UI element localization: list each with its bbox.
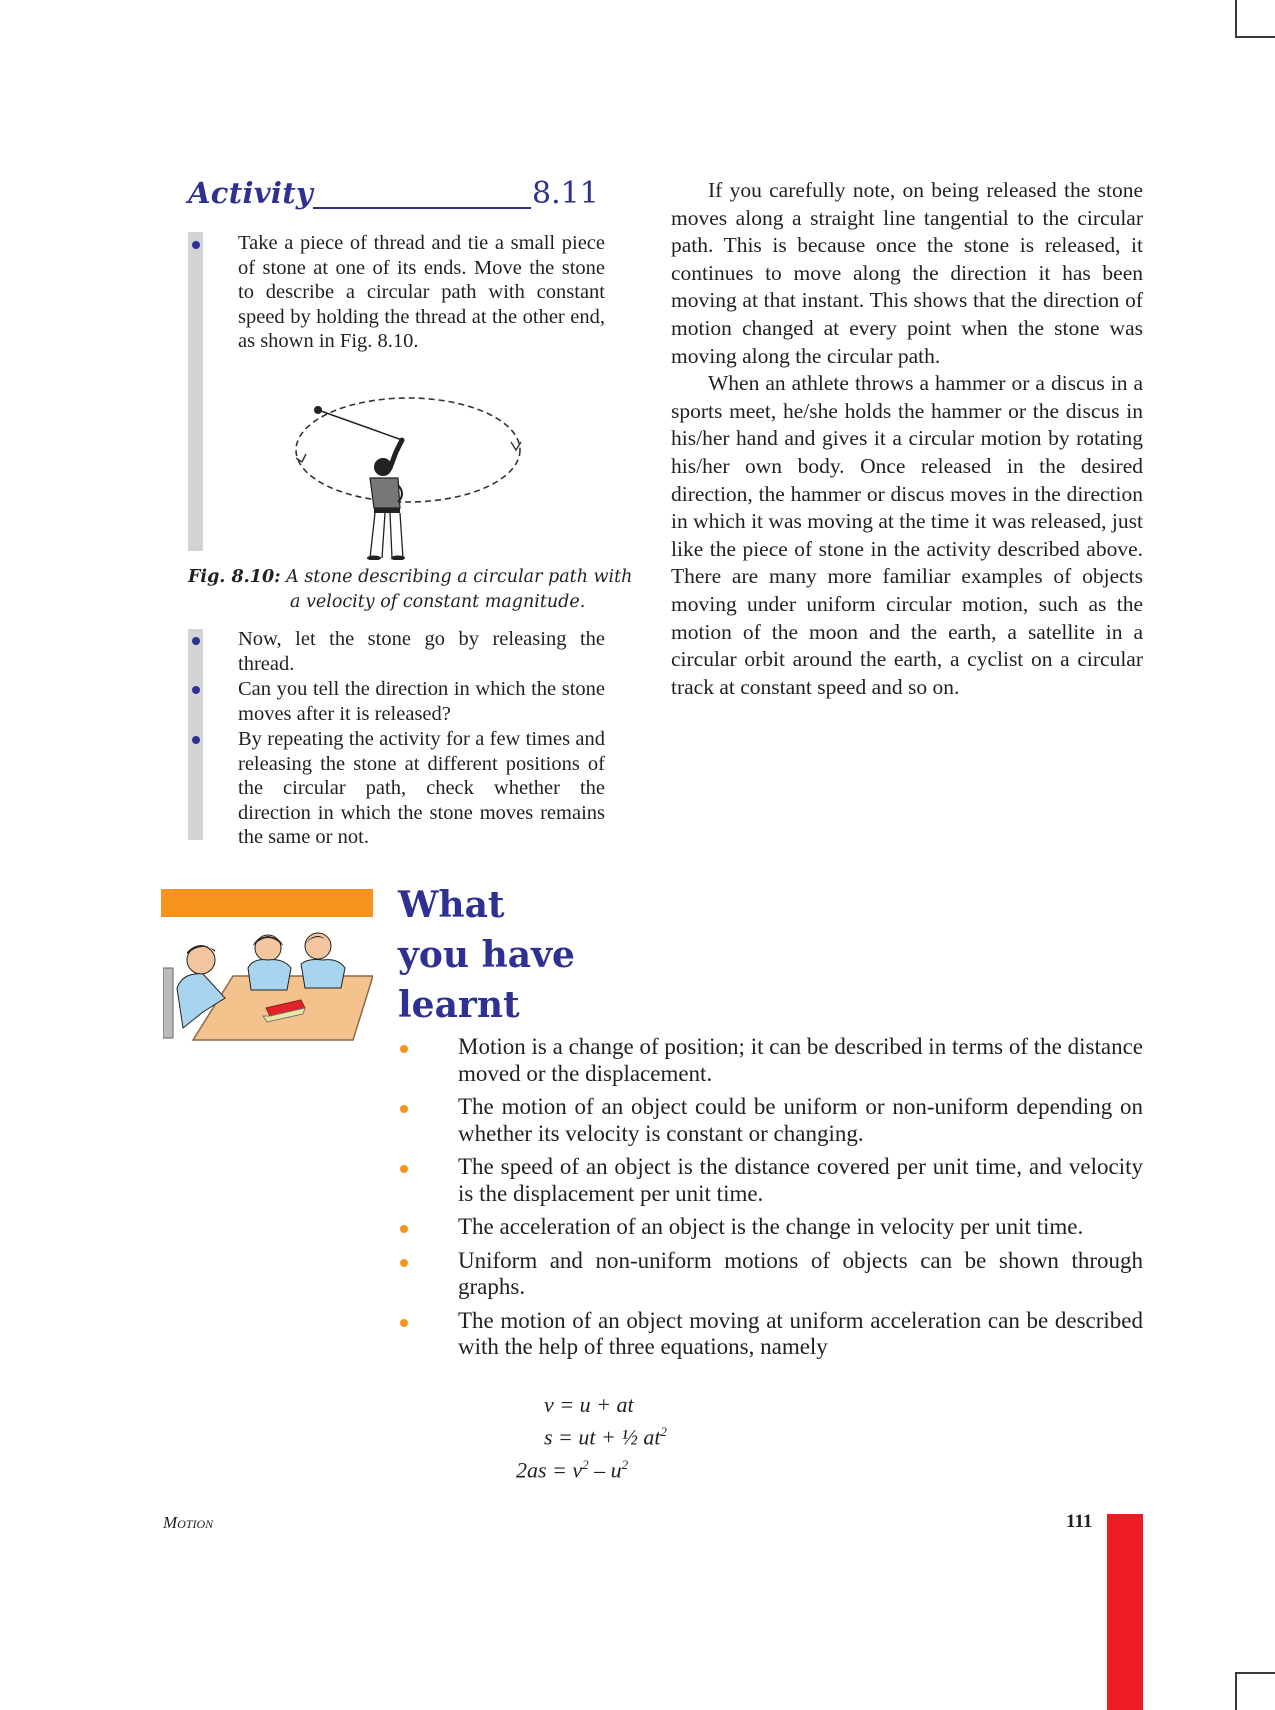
summary-point: Uniform and non-uniform motions of objects can be shown through graphs. xyxy=(398,1248,1143,1301)
path-arrow-left xyxy=(296,454,306,462)
equation-displacement: s = ut + ½ $at^2$ xyxy=(544,1424,667,1450)
activity-step-3: Can you tell the direction in which the stone moves after it is released? xyxy=(238,678,605,725)
thread xyxy=(318,410,402,440)
figure-label: Fig. 8.10: xyxy=(188,567,281,587)
summary-orange-bar xyxy=(161,889,373,917)
summary-heading xyxy=(398,880,575,1030)
figure-caption-line-1: A stone describing a circular path with xyxy=(286,567,633,587)
figure-caption xyxy=(188,565,648,615)
bullet-icon xyxy=(400,1259,408,1267)
summary-point: Motion is a change of position; it can be described in terms of the distance moved or the displacement. xyxy=(398,1034,1143,1087)
summary-point: The acceleration of an object is the change in velocity per unit time. xyxy=(398,1214,1143,1241)
crop-mark-bottom-vertical xyxy=(1235,1672,1237,1710)
right-column-text xyxy=(671,177,1143,701)
students-illustration xyxy=(163,928,373,1046)
stone xyxy=(314,406,322,414)
figure-caption-line-2: a velocity of constant magnitude. xyxy=(290,592,586,612)
figure-stone-circular-path xyxy=(290,390,530,560)
bullet-icon xyxy=(400,1225,408,1233)
activity-step-2: Now, let the stone go by releasing the thread. xyxy=(238,628,605,675)
activity-heading-rule xyxy=(313,207,531,209)
student-middle xyxy=(248,935,291,990)
page-number: 111 xyxy=(1066,1511,1093,1532)
bullet-icon xyxy=(400,1319,408,1327)
page-edge-red-bar xyxy=(1107,1514,1143,1710)
bullet-icon xyxy=(400,1045,408,1053)
summary-heading-line-3: learnt xyxy=(398,984,520,1026)
summary-heading-line-1: What xyxy=(398,884,505,926)
summary-list xyxy=(398,1034,1143,1368)
summary-heading-line-2: you have xyxy=(398,934,575,976)
footer-chapter-title: Motion xyxy=(163,1513,214,1532)
equation-velocity-squared: $2as = v^2 - u^2$ xyxy=(516,1457,629,1483)
crop-mark-top-vertical xyxy=(1235,0,1237,37)
bullet-icon xyxy=(192,686,200,694)
crop-mark-bottom-horizontal xyxy=(1235,1672,1275,1674)
paragraph-tangential-motion: If you carefully note, on being released the stone moves along a straight line tangential to the circular path. This is because once the stone is released, it continues to move along the direction it has been moving at that instant. This shows that the direction of motion changed at every point when the stone was moving along the circular path. xyxy=(671,178,1143,368)
activity-side-bar-1 xyxy=(188,232,203,551)
summary-point: The speed of an object is the distance covered per unit time, and velocity is the displacement per unit time. xyxy=(398,1154,1143,1207)
bullet-icon xyxy=(192,736,200,744)
paragraph-hammer-discus: When an athlete throws a hammer or a discus in a sports meet, he/she holds the hammer or the discus in his/her hand and gives it a circular motion by rotating his/her own body. Once released in the desired direction, the hammer or discus moves in the direction in which it was moving at the time it was released, just like the piece of stone in the activity described above. There are many more familiar examples of objects moving under uniform circular motion, such as the motion of the moon and the earth, a satellite in a circular orbit around the earth, a cyclist on a circular track at constant speed and so on. xyxy=(671,371,1143,699)
crop-mark-top-horizontal xyxy=(1235,36,1275,38)
equation-velocity: v = u + at xyxy=(544,1392,634,1417)
activity-side-bar-2 xyxy=(188,629,203,840)
summary-point: The motion of an object moving at uniform acceleration can be described with the help of three equations, namely xyxy=(398,1308,1143,1361)
bullet-icon xyxy=(400,1165,408,1173)
bullet-icon xyxy=(400,1105,408,1113)
student-right xyxy=(301,933,345,988)
chair-left xyxy=(163,968,173,1038)
bullet-icon xyxy=(192,241,200,249)
activity-number: 8.11 xyxy=(532,176,599,211)
activity-label: Activity xyxy=(188,176,314,210)
person-figure xyxy=(367,440,405,560)
activity-step-1: Take a piece of thread and tie a small piece of stone at one of its ends. Move the stone to describe a circular path with constant speed by holding the thread at the other end, as shown in Fig. 8.10. xyxy=(238,232,605,352)
bullet-icon xyxy=(192,637,200,645)
summary-point: The motion of an object could be uniform or non-uniform depending on whether its velocity is constant or changing. xyxy=(398,1094,1143,1147)
activity-step-4: By repeating the activity for a few times and releasing the stone at different positions of the circular path, check whether the direction in which the stone moves remains the same or not. xyxy=(238,728,605,848)
